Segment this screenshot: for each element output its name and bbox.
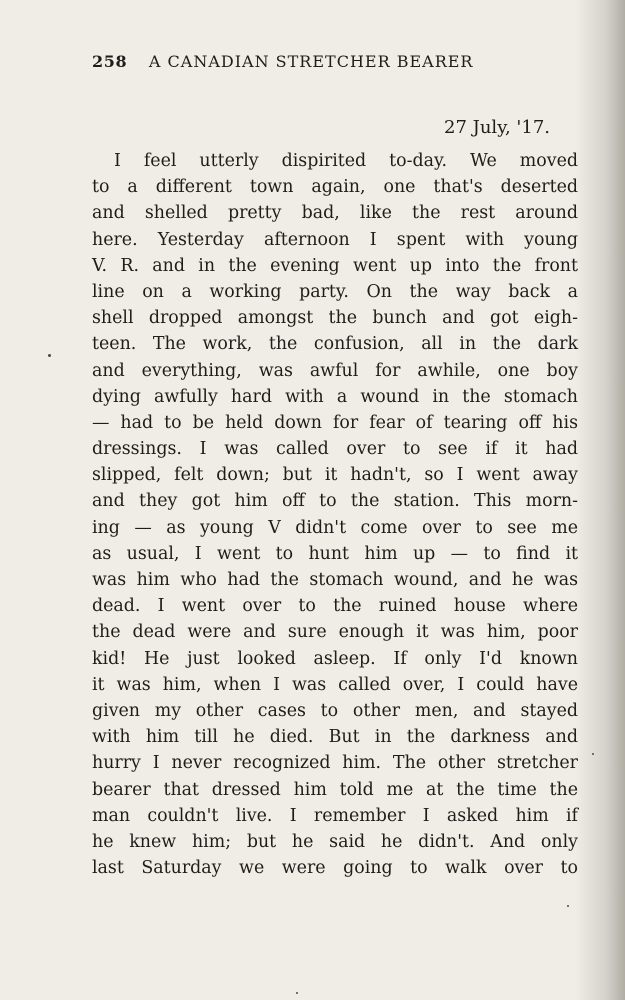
running-title: A CANADIAN STRETCHER BEARER [148,52,474,71]
text-line: hurry I never recognized him. The other stretcher [92,753,578,774]
text-line: shell dropped amongst the bunch and got eigh- [92,308,578,329]
text-line: — had to be held down for fear of tearing off his [92,412,578,433]
text-line: kid! He just looked asleep. If only I'd known [92,648,578,669]
text-line: dying awfully hard with a wound in the stomach [92,386,578,407]
page-header [92,52,532,71]
text-line: was him who had the stomach wound, and he was [92,570,578,590]
page-number: 258 [92,52,128,71]
text-line: given my other cases to other men, and stayed [92,700,578,721]
text-line: slipped, felt down; but it hadn't, so I went away [92,465,578,486]
text-line: dead. I went over to the ruined house where [92,596,578,617]
text-line: and everything, was awful for awhile, one boy [92,360,578,381]
text-line: last Saturday we were going to walk over to [92,858,578,879]
paper-speck [592,753,594,755]
paper-speck [296,992,298,994]
text-line: with him till he died. But in the darkness and [92,727,578,748]
text-line: here. Yesterday afternoon I spent with young [92,229,578,250]
text-line: line on a working party. On the way back a [92,281,578,302]
text-line: to a different town again, one that's deserted [92,177,578,198]
text-line: as usual, I went to hunt him up — to find it [92,543,578,564]
text-line: man couldn't live. I remember I asked him if [92,805,578,826]
text-line: the dead were and sure enough it was him, poor [92,622,578,643]
text-line: V. R. and in the evening went up into the front [92,255,578,276]
text-line: bearer that dressed him told me at the time the [92,779,578,800]
text-line: dressings. I was called over to see if it had [92,439,578,460]
text-line: and they got him off to the station. This morn- [92,491,578,512]
body-text [92,148,578,881]
text-line: and shelled pretty bad, like the rest around [92,203,578,224]
text-line: teen. The work, the confusion, all in the dark [92,334,578,355]
entry-date: 27 July, '17. [444,117,550,138]
paper-speck [567,905,569,907]
text-line: he knew him; but he said he didn't. And only [92,831,578,852]
text-line: ing — as young V didn't come over to see me [92,517,578,538]
paper-speck [48,354,51,357]
text-line: I feel utterly dispirited to-day. We moved [114,151,578,171]
text-line: it was him, when I was called over, I could have [92,674,578,695]
